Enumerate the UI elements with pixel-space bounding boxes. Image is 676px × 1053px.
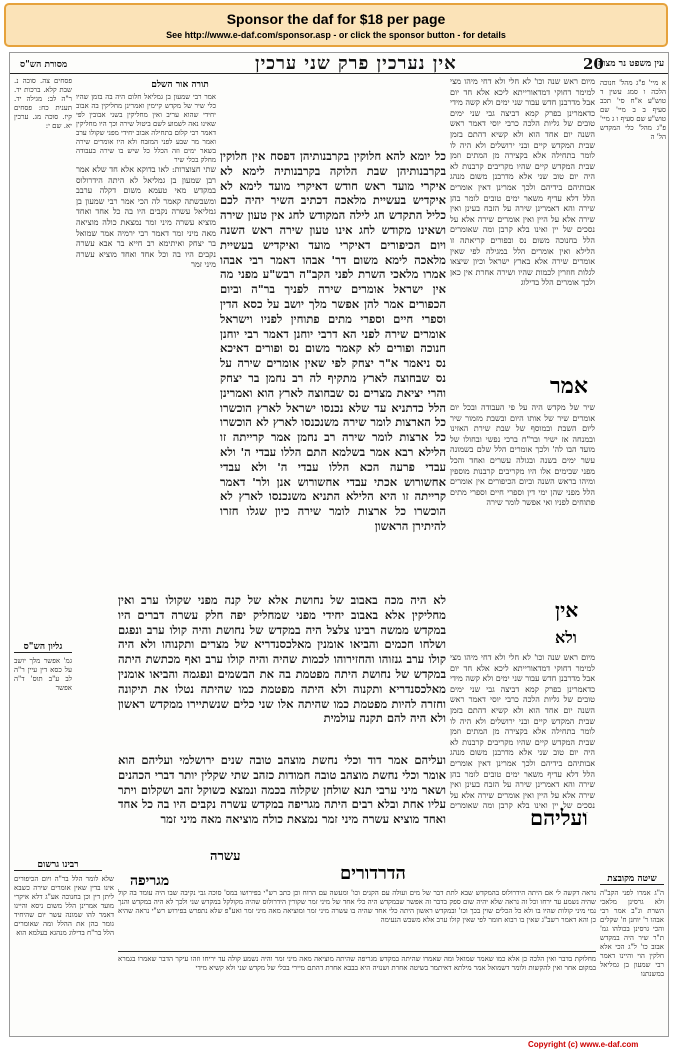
mesoret-notes: פסחים צה. סוכה נ. שבת קלא. ברכות יד. ר"ה לב: מגילה יד. תענית כח: פסחים קיז. סוכה מג. ערכין יא. שם י: bbox=[14, 77, 72, 130]
amar-word: אמר bbox=[550, 373, 588, 399]
rashi-column: שתי חצוצרות: לאו בדוקא אלא חד שלא אמר רבן שמעון בן גמליאל לא היתה הידרולוס במקדש מאי טעמא משום דקלה ערבב ומשבשתה קאמר לה הכי אמר רבי שמעון בן גמליאל עשרה נקבים היו בה כל אחד ואחד מוציא עשרה מיני זמר נמצאת כולה מוציאה מאה מיני זמר דאמר רבי ירמיה אמר שמואל בר יצחק ואיתימא רב חייא בר אבא עשרה נקבים היו בה וכל אחד ואחד מוציא עשרה מיני זמר bbox=[76, 165, 216, 270]
rabbeinu-gershom-label: רבינו גרשום bbox=[14, 859, 102, 871]
kalil-word: הדרדורים bbox=[340, 863, 406, 884]
rabbeinu-gershom-text: שלא לומר הלל בר"ה ויום הכיפורים אינו בדין שאין אומרים שירה כשבא ליתן דין וכן בחנוכה אע"ג דלא איקרי מועד אמרינן הלל משום ניסא והיינו דאמר להו שמונה עשר יום שהיחיד גומר בהן את ההלל ומה שאומרים הלל בר"ח בדילוג מנהגא בעלמא הוא bbox=[14, 875, 114, 937]
sponsor-title[interactable]: Sponsor the daf for $18 per page bbox=[226, 11, 446, 27]
mahgrefa-word: מגריפה bbox=[130, 873, 170, 889]
page-number: 20 bbox=[583, 55, 604, 73]
ein-mishpat-notes: א מיי' פ"ג מהל' חנוכה הלכה ו סמג עשין ד טוש"ע א"ח סי' תכב סעיף ב ב מיי' שם טוש"ע שם סעיף ו ג מיי' פ"ג מהל' כלי המקדש הל' ה bbox=[600, 79, 666, 141]
gemara-main-text: כל יומא להא חלוקין בקרבנותיהן דפסח אין חלוקין בקרבנותיהן שבת הלוקה בקרבנותיה לימא לא איקרי מועד ראש חודש דאיקרי מועד לימא לא איקדיש בעשיית מלאכה דכתיב השיר יהיה לכם כליל התקדש חג לילה המקודש לחג אין טעון שירה ושאינו מקודש לחג אינו טעון שירה ראש השנה ויום הכיפורים דאיקרי מועד ואיקדיש בעשיית מלאכה לימא משום דר' אבהו דאמר רבי אבהו אמרו מלאכי השרת לפני הקב"ה רבש"ע מפני מה אין ישראל אומרים שירה לפניך בר"ה וביום הכפורים אמר להן אפשר מלך יושב על כסא הדין וספרי חיים וספרי מתים פתוחין לפניו וישראל אומרים שירה לפני הא דרבי יוחנן דאמר רבי יוחנן חנוכה ופורים לא קאמר משום נס ופורים דאיכא נס ניאמר א"ר יצחק לפי שאין אומרים שירה על נס שבחוצה לארץ מתקיף לה רב נחמן בר יצחק והרי יציאת מצרים נס שבחוצה לארץ הוא ואמרינן הלל כדתניא עד שלא נכנסו ישראל לארץ הוכשרו כל הארצות לומר שירה משנכנסו לארץ לא הוכשרו כל ארצות לומר שירה רב נחמן אמר קרייתה זו הלילא רבא אמר בשלמא התם הללו עבדי ה' ולא עבדי פרעה הכא הללו עבדי ה' ולא עבדי אחשורוש אכתי עבדי אחשורוש אנן ולר' דאמר קרייתה זו היא הלילא התניא משנכנסו לארץ לא הוכשרו כל ארצות לומר שירה כיון שגלו חזרו להיתירן הראשון bbox=[220, 149, 446, 533]
gilyon-hashas-label: גליון הש"ס bbox=[14, 641, 72, 653]
bottom-divider bbox=[118, 951, 596, 952]
gemara-text-end: ועליהם אמר דוד וכלי נחשת מוצהב טובה שנים ירושלמי ועליהם הוא אומר וכלי נחשת מוצהב טובה חמודות כזהב שתי שקלין יותר דברי הכהנים ושאר מיני ערבי תנא שולחן שקלוה בכמה ונמצא כשוקל זהב ושקלום ויתר עליו אחת ובלא רבים היתה מגריפה במקדש עשרה נקבים היו בה כל אחד ואחד מוציא עשרה מיני זמר נמצאת כולה מוציאה מאה מיני זמר bbox=[118, 753, 446, 827]
mesoret-hashas-caption: מסורת הש"ס bbox=[20, 60, 68, 70]
copyright-notice: Copyright (c) www.e-daf.com bbox=[528, 1040, 639, 1049]
ein-word: אין bbox=[555, 598, 579, 622]
asara-word: עשרה bbox=[210, 849, 241, 864]
gilyon-hashas-text: גמ' אפשר מלך יושב על כסא דין עיין ר"ה לב ע"ב תוס' ד"ה אפשר bbox=[14, 657, 72, 692]
tosafot-lower: מיום ראש שנה וכו' לא חלי ולא דחי מיהו מצי למימר דחוקי דמדאורייתא ליכא אלא חד יום אבל מדרבנן חדש עבור שני ימים ולא קשה מידי כדאמרינן בפרק קמא דביצה גבי שני ימים טובים של גליות הלכה כרבי יוסי דאמר ראש השנה יום אחד הוא ולא קשיא דהתם בזמן שבית המקדש קיים ובני ירושלים ולא היה לו לומר בתחילה אלא בקצירה מן המתים וזמן שבית המקדש קיים שהיו מקריבים קרבנות לא היה יום טוב שני אלא מדרבנן משום מנהג אבותיהם בידיהם ולכך אמרינן דאין אומרים הלל דלא עדיף משאר ימים טובים לומר בהן שירה והא דאמרינן שירה על הזבח בעינן ואין שירה אלא על היין ואין אומרים שירה אלא על נסכים של יין ואינו בלא קרבן ומה שאומרים bbox=[450, 653, 595, 811]
bottom-commentary-2: מחלוקת בדבר ואין הלכה כן אלא כמו שאמר שמואל ומה שאמרו שהיתה במקדש מגריפה שהיתה מוציאה מאה מיני זמר והיה נשמע קולה עד יריחו וזהו עיקר הדבר שאמרו בגמרא במקום אחר ואין להקשות ולומר דשמואל אמר מילתא דאיתמר בשיטה אחרת ושנויה היא בבבא אחרת דהתם מיירי בכלי של מקדש שני ולא קשיא מידי bbox=[118, 955, 596, 972]
header-rule bbox=[10, 73, 668, 74]
gemara-text-wide: לא היה מכה באבוב של נחושת אלא של קנה מפני שקולו ערב ואין מחליקין אלא באבוב יחידי מפני שמחליק יפה חלק עשרה דברים היו במקדש ממשה רבינו צלצל היה במקדש של נחושת והיה קולו ערב ונפגם ושלחו חכמים והביאו אומנין מאלכסנדריא של מצרים ותקנוהו ולא היה קולו ערב גנזוהו והחזירוהו לכמות שהיה והיה קולו ערב ואף מכתשת היתה במקדש של נחושת היתה מפטמת בה את הבשמים ונפגמה והביאו אומנין מאלכסנדריא ותקנוה ולא היתה מפטמת כמו שהיתה נטלו את תיקונה וחזרה להיות מפטמת כמו שהיתה אלו שני כלים שנשתיירו ממקדש ראשון ולא היה להם תקנה עולמית bbox=[118, 593, 446, 726]
shita-mekubetzet-label: שיטה מקובצת bbox=[600, 873, 664, 885]
shita-mekubetzet-text: ה"ג אמרו לפני הקב"ה ולא גרסינן מלאכי השרת ונ"ב אמר רבי אבהו ר' יוחנן ח' שקלים והכי גרסינן בכולהו גמ' ת"ר שיר היה במקדש אבוב כו' ל"ג הכי אלא חלקין הוי והיינו דאמר רבי שמעון בן גמליאל במשנתנו bbox=[600, 889, 664, 978]
sponsor-banner[interactable] bbox=[4, 3, 668, 47]
tosafot-continuation: שיר של מקדש היה על פי העבודה ובכל יום אומרים שיר של אותו היום ובשבת מזמור שיר ליום השבת ובמוסף של שבת שירת האזינו ובמנחה אז ישיר ובר"ח ברכי נפשי ובחולו של מועד הבו לה' ולכך אומרים הלל שלם בשמונה עשר ימים בשנה ובגולה עשרים ואחד והכל מפני שבימים אלו היו מקריבים קרבנות מוספין ומיהו בראש השנה וביום הכיפורים אין אומרים הלל מפני שהן ימי דין וספרי חיים וספרי מתים פתוחים לפניו ואי אפשר לומר שירה bbox=[450, 403, 595, 508]
torah-or-label: תורה אור השלם bbox=[151, 80, 209, 90]
ein-mishpat-caption: עין משפט נר מצוה bbox=[598, 59, 665, 69]
tosafot-column: מיום ראש שנה וכו' לא חלי ולא דחי מיהו מצי למימר דחוקי דמדאורייתא ליכא אלא חד יום אבל מדרבנן חדש עבור שני ימים ולא קשה מידי כדאמרינן בפרק קמא דביצה גבי שני ימים טובים של גליות הלכה כרבי יוסי דאמר ראש השנה יום אחד הוא ולא קשיא דהתם בזמן שבית המקדש קיים ובני ירושלים ולא היה לו לומר בתחילה אלא בקצירה מן המתים וזמן שבית המקדש קיים שהיו מקריבים קרבנות לא היה יום טוב שני אלא מדרבנן משום מנהג אבותיהם בידיהם ולכך אמרינן דאין אומרים הלל דלא עדיף משאר ימים טובים לומר בהן שירה והא דאמרינן שירה על הזבח בעינן ואין שירה אלא על היין ואין אומרים שירה אלא על נסכים של יין ואינו בלא קרבן ומה שאומרים הלל בחנוכה משום נס ובפורים קריאתה זו הלילא ואין אומרים הלל במגילה לפי שאין אומרים שירה אלא בארץ ישראל וכיון שיצאו לגלות חוזרין לכמות שהיו ושירה אחרת אין כאן ולכך אומרים הלל בדילוג bbox=[450, 77, 595, 288]
chapter-title: אין נערכין פרק שני ערכין bbox=[255, 53, 457, 74]
tosafot-heading-word: ועליהם bbox=[530, 805, 588, 830]
vlo-word: ולא bbox=[555, 628, 577, 647]
talmud-page bbox=[9, 52, 669, 1037]
bottom-commentary: נראה דקשה לי אם היתה הידרולוס בהמקדש שבא לתת דבר של מים ועולה עם הקנים וכו' ומעשה עם הרוח וכן כתב רש"י בפירושו במס' סוכה גבי נקיבה שבו היה עומד בה קול שהיה נשמע עד ירחו וכל זה נראה שלא יהיה שום ספק בדבר זה אפשר שבמקדש היה כלי אחד של מיני זמר שקורין הידרולוס שהיה מקולקל במקדש שני ולכך לא היה במקדש והנך נמי מיני קולות שהיו בו ולא כל הכלים שוין בכך וכו' ובמקדש ראשון היתה כלי אחד שהיה בו עשרה מיני זמר ומוציאה מאה מיני זמר ואע"פ שלא נתפרש בפירוש רש"י נראה שהיא כן והא דאמר רשב"ג שאין בו רבוא חומר לפי שאין קולו ערב אלא משבש הנעימה bbox=[118, 889, 596, 924]
torah-or-text: אמר רבי שמעון בן גמליאל חלום היה בה בזמן שהיו כלי שיר של מקדש קיימין ואמרינן מחליקין בה אבוב יחידי שהוא עריב ואין מחליקין בשני אבובין לפי שאינו נאה לשמוע לשם ביטול שירה וכך היו מחליקין דאמר רבי קלום בתחילה אבוב יחידי מפני שקולו ערב ואמר מר שבע לפני המזבח ולא היו אומרים שירה בשאר ימים וזה הכלל כל שיש בו שירה בעבודה מחלק בכלי שיר bbox=[76, 93, 216, 163]
sponsor-link-text[interactable]: See http://www.e-daf.com/sponsor.asp - or click the sponsor button - for details bbox=[166, 30, 506, 40]
